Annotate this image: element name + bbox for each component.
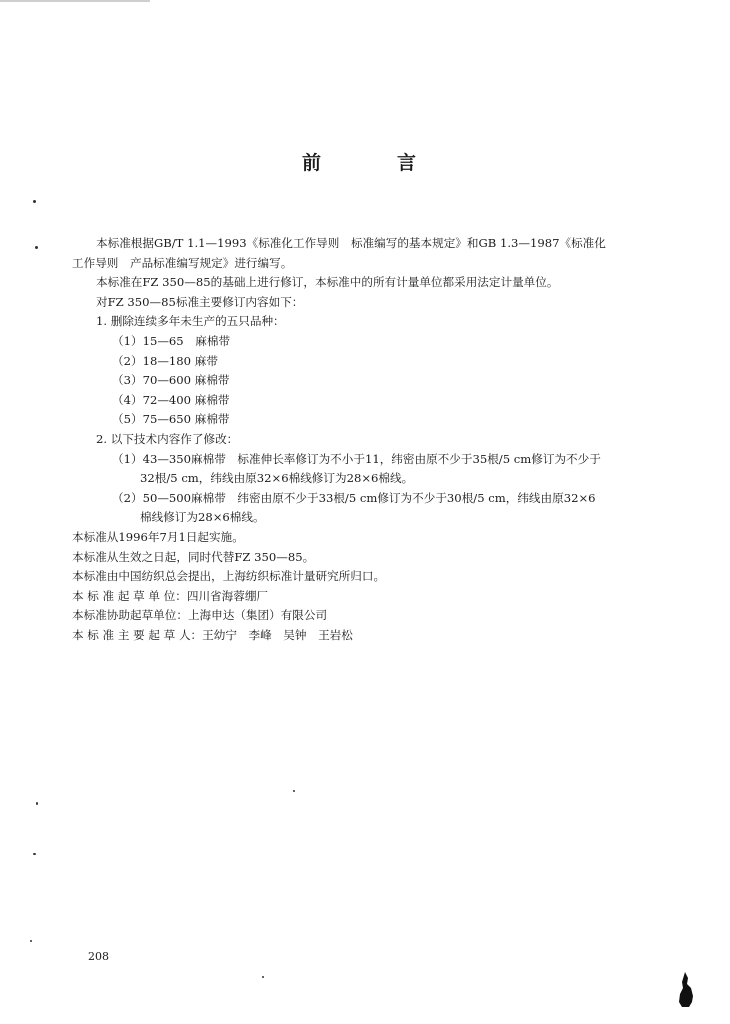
ink-blot-mark xyxy=(678,972,694,1008)
paragraph-proposer: 本标准由中国纺织总会提出，上海纺织标准计量研究所归口。 xyxy=(72,569,386,584)
scan-speck xyxy=(293,790,295,792)
sub-item-1-5: （5）75—650 麻棉带 xyxy=(112,412,230,427)
paragraph-drafting-unit: 本 标 准 起 草 单 位：四川省海蓉绷厂 xyxy=(72,588,269,603)
sub-item-2-1-line-1: （1）43—350麻棉带 标准伸长率修订为不小于11，纬密由原不少于35根/5 cm修订为不少于 xyxy=(112,451,601,466)
paragraph-basis-line-2: 工作导则 产品标准编写规定》进行编写。 xyxy=(72,255,293,270)
sub-item-2-2-line-1: （2）50—500麻棉带 纬密由原不少于33根/5 cm修订为不少于30根/5 cm，纬线由原32×6 xyxy=(112,490,596,505)
title-char-2: 言 xyxy=(397,152,417,174)
scan-speck xyxy=(30,940,32,942)
paragraph-basis-line-1: 本标准根据GB/T 1.1—1993《标准化工作导则 标准编写的基本规定》和GB 1.3—1987《标准化 xyxy=(96,236,606,250)
list-item-1: 1. 删除连续多年未生产的五只品种： xyxy=(96,314,285,329)
sub-item-1-2: （2）18—180 麻带 xyxy=(112,353,218,368)
scan-speck xyxy=(262,976,264,978)
paragraph-effective-date: 本标准从1996年7月1日起实施。 xyxy=(72,529,244,544)
foreword-body xyxy=(72,234,662,645)
paragraph-changes-intro: 对FZ 350—85标准主要修订内容如下： xyxy=(96,294,304,309)
title-char-1: 前 xyxy=(302,152,322,174)
sub-item-1-1: （1）15—65 麻棉带 xyxy=(112,333,231,348)
paragraph-drafters: 本 标 准 主 要 起 草 人：王幼宁 李峰 吴钟 王岩松 xyxy=(72,627,353,642)
scan-speck xyxy=(33,200,36,203)
scan-speck xyxy=(36,802,38,805)
page-number: 208 xyxy=(88,950,109,963)
list-item-2: 2. 以下技术内容作了修改： xyxy=(96,431,239,446)
scan-speck xyxy=(33,853,36,855)
paragraph-replaces: 本标准从生效之日起，同时代替FZ 350—85。 xyxy=(72,549,315,564)
page-title xyxy=(0,148,730,174)
sub-item-2-1-line-2: 32根/5 cm，纬线由原32×6棉线修订为28×6棉线。 xyxy=(140,471,414,486)
scan-edge-mark xyxy=(0,0,150,2)
sub-item-1-4: （4）72—400 麻棉带 xyxy=(112,392,230,407)
scan-speck xyxy=(35,246,38,249)
paragraph-assisting-unit: 本标准协助起草单位：上海申达（集团）有限公司 xyxy=(72,608,328,623)
sub-item-2-2-line-2: 棉线修订为28×6棉线。 xyxy=(140,510,265,525)
sub-item-1-3: （3）70—600 麻棉带 xyxy=(112,373,230,388)
paragraph-revision: 本标准在FZ 350—85的基础上进行修订，本标准中的所有计量单位都采用法定计量单位。 xyxy=(96,275,559,290)
